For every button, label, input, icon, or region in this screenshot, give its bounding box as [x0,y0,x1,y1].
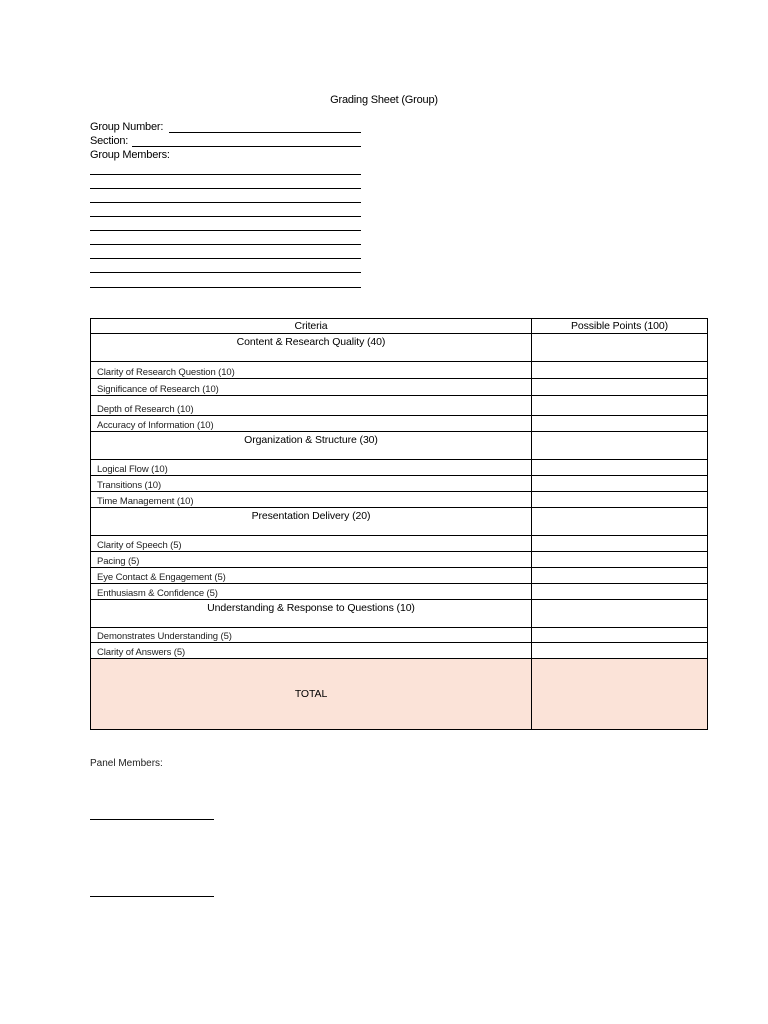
total-points-cell[interactable] [532,659,708,730]
section-row [91,432,708,460]
points-cell[interactable] [532,432,708,460]
criteria-row [91,460,708,476]
criteria-label: Clarity of Answers (5) [91,643,532,659]
criteria-row [91,643,708,659]
points-cell[interactable] [532,628,708,643]
panel-signature-line[interactable] [90,896,214,897]
criteria-row [91,492,708,508]
criteria-row [91,584,708,600]
section-field[interactable] [132,146,361,147]
group-member-field[interactable] [90,216,361,217]
group-member-field[interactable] [90,188,361,189]
group-member-field[interactable] [90,258,361,259]
section-label: Section: [90,135,129,147]
page-title: Grading Sheet (Group) [330,94,438,106]
criteria-label: Significance of Research (10) [91,379,532,396]
section-row [91,600,708,628]
criteria-label: Time Management (10) [91,492,532,508]
criteria-row [91,568,708,584]
points-cell[interactable] [532,584,708,600]
criteria-row [91,552,708,568]
criteria-label: Enthusiasm & Confidence (5) [91,584,532,600]
section-title: Presentation Delivery (20) [91,508,532,536]
section-title: Content & Research Quality (40) [91,334,532,362]
criteria-row [91,379,708,396]
group-number-label: Group Number: [90,121,164,133]
criteria-label: Clarity of Research Question (10) [91,362,532,379]
total-label: TOTAL [91,659,532,730]
points-cell[interactable] [532,508,708,536]
points-cell[interactable] [532,552,708,568]
panel-signature-line[interactable] [90,819,214,820]
group-member-field[interactable] [90,272,361,273]
group-member-field[interactable] [90,230,361,231]
section-title: Understanding & Response to Questions (10) [91,600,532,628]
criteria-row [91,362,708,379]
criteria-row [91,628,708,643]
criteria-label: Demonstrates Understanding (5) [91,628,532,643]
criteria-label: Eye Contact & Engagement (5) [91,568,532,584]
group-members-label: Group Members: [90,149,170,161]
points-cell[interactable] [532,476,708,492]
criteria-row [91,536,708,552]
points-cell[interactable] [532,600,708,628]
table-header-row [91,319,708,334]
criteria-label: Accuracy of Information (10) [91,416,532,432]
points-cell[interactable] [532,362,708,379]
points-cell[interactable] [532,416,708,432]
group-member-field[interactable] [90,202,361,203]
criteria-label: Pacing (5) [91,552,532,568]
points-cell[interactable] [532,492,708,508]
group-member-field[interactable] [90,287,361,288]
points-cell[interactable] [532,396,708,416]
header-possible-points: Possible Points (100) [532,319,708,334]
criteria-label: Logical Flow (10) [91,460,532,476]
section-row [91,508,708,536]
criteria-row [91,476,708,492]
panel-members-label: Panel Members: [90,758,163,769]
points-cell[interactable] [532,643,708,659]
group-number-field[interactable] [169,132,361,133]
criteria-row [91,396,708,416]
section-row [91,334,708,362]
points-cell[interactable] [532,536,708,552]
points-cell[interactable] [532,379,708,396]
grading-table [90,318,708,730]
points-cell[interactable] [532,334,708,362]
total-row [91,659,708,730]
points-cell[interactable] [532,568,708,584]
group-member-field[interactable] [90,244,361,245]
criteria-label: Transitions (10) [91,476,532,492]
criteria-row [91,416,708,432]
points-cell[interactable] [532,460,708,476]
section-title: Organization & Structure (30) [91,432,532,460]
criteria-label: Clarity of Speech (5) [91,536,532,552]
group-member-field[interactable] [90,174,361,175]
header-criteria: Criteria [91,319,532,334]
criteria-label: Depth of Research (10) [91,396,532,416]
